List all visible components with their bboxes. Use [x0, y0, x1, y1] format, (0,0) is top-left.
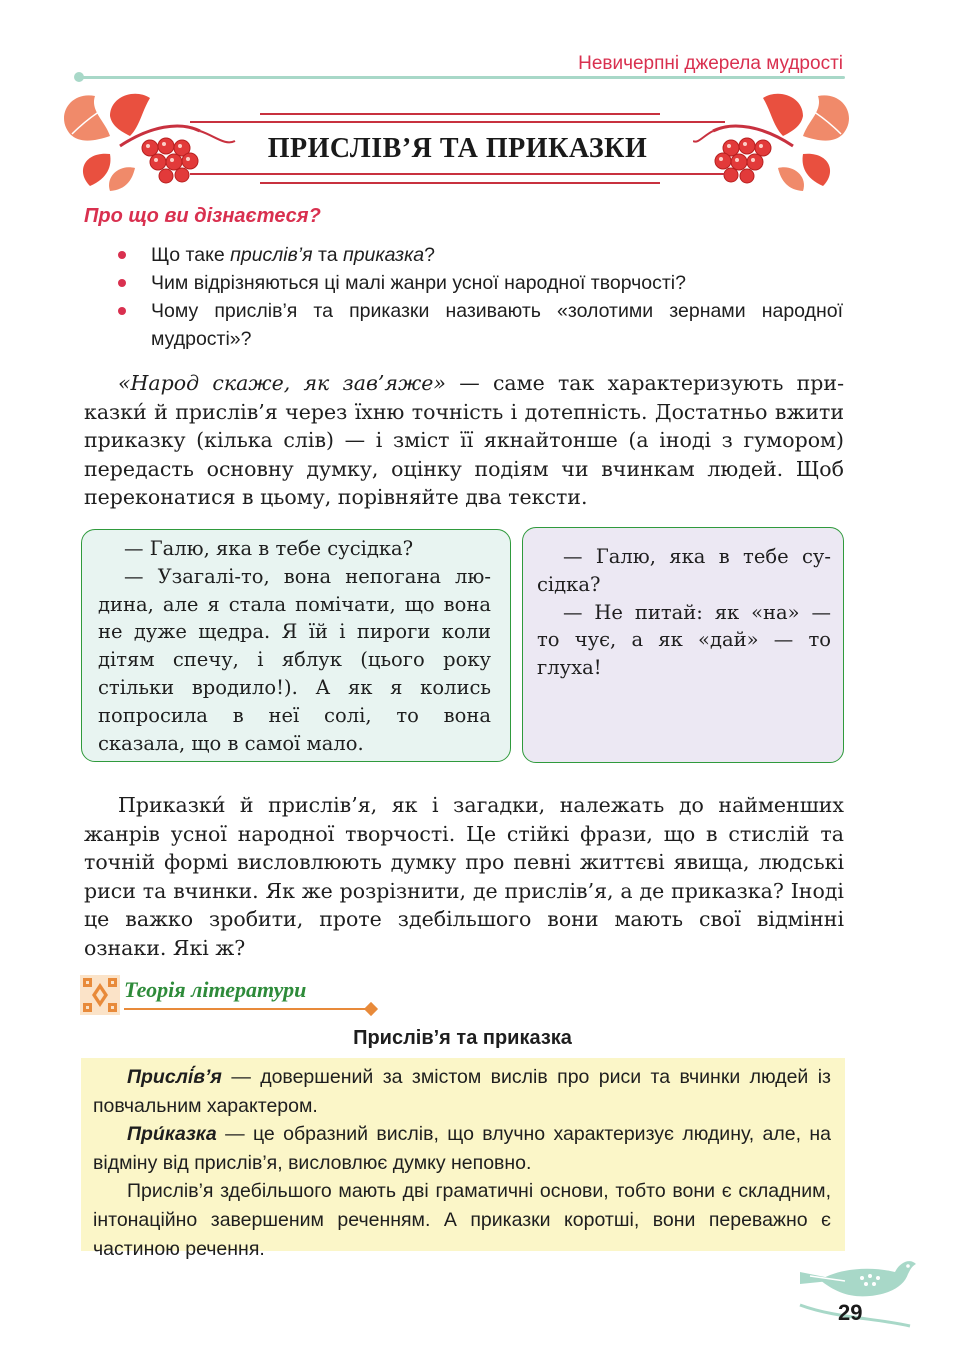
- theory-label: Теорія літератури: [124, 977, 307, 1002]
- theory-underline: [124, 1008, 372, 1010]
- genres-text: Приказки́ й прислів’я, як і загадки, належать до найменших жанрів усної народної творчості. Це стійкі фрази, що в стислій та точній формі висловлюють думку про певні життєві явища, людські риси та вчинки. Як же розрізнити, де прислів’я, а де приказка? Іноді це важко зробити, проте здебільшого вони мають свої відмінні ознаки. Які ж?: [84, 793, 844, 960]
- term-proverb: Прислі́в’я: [127, 1066, 222, 1088]
- definition-text: — довершений за змістом вислів про риси та вчинки людей із повчальним характером.: [93, 1066, 831, 1117]
- question-text: ?: [424, 244, 435, 266]
- question-text: Чому прислів’я та приказки називають «золотими зернами народної мудрості»?: [151, 300, 843, 350]
- dialog-line: — Галю, яка в тебе сусідка?: [124, 537, 414, 560]
- intro-paragraph: [84, 369, 844, 512]
- header-rule: [78, 76, 845, 79]
- running-title: Невичерпні джерела мудрості: [578, 53, 843, 74]
- question-item: [118, 297, 843, 353]
- question-term: прислів’я: [230, 244, 313, 266]
- definition-proverb: [93, 1063, 831, 1120]
- dialog-line: — Узагалі-то, вона непогана людина, але я стала помічати, що вона не дуже щедра. Я їй і пироги коли дітям спечу, і яблук (цього року стільки вродило!). А як я колись попросила в неї солі, то вона сказала, що в самої мало.: [98, 564, 491, 755]
- title-rule-top-2: [190, 121, 725, 123]
- theory-subheading: Прислів’я та приказка: [353, 1027, 572, 1049]
- question-text: та: [312, 244, 343, 266]
- title-rule-bottom: [190, 173, 725, 175]
- dialog-line: — Галю, яка в тебе сусідка?: [537, 545, 831, 596]
- theory-diamond-icon: [364, 1002, 378, 1016]
- questions-heading: Про що ви дізнаєтеся?: [84, 205, 321, 227]
- definition-note: Прислів’я здебільшого мають дві граматичні основи, тобто вони є складним, інтонаційно завершеним реченням. А приказки коротші, вони переважно є частиною речення.: [93, 1180, 831, 1260]
- bullet-dot-icon: [118, 307, 126, 315]
- term-saying: При́казка: [127, 1123, 217, 1146]
- questions-list: [118, 241, 843, 353]
- page-number: 29: [838, 1300, 863, 1325]
- title-rule-top: [260, 113, 660, 115]
- question-item: [118, 269, 843, 297]
- intro-text: — саме так характеризують приказки́ й прислів’я через їхню точність і дотепність. Достатньо вжити приказку (кілька слів) — і зміст її якнайтонше (а іноді з гумором) передасть основну думку, оцінку подіям чи вчинкам людей. Щоб переконатися в цьому, порівняйте два тексти.: [84, 371, 845, 510]
- bullet-dot-icon: [118, 251, 126, 259]
- definition-saying: [93, 1120, 831, 1177]
- question-term: приказка: [342, 244, 425, 266]
- genres-paragraph: [84, 791, 844, 963]
- title-rule-bottom-2: [260, 182, 660, 184]
- dialog-line: — Не питай: як «на» — то чує, а як «дай» — то глуха!: [537, 600, 831, 680]
- question-item: [118, 241, 843, 269]
- question-text: Що таке: [151, 244, 231, 266]
- dialog-box-long: [81, 529, 511, 762]
- theory-ornament-icon: [80, 975, 120, 1015]
- definition-box: [81, 1058, 845, 1260]
- definition-text: — це образний вислів, що влучно характеризує людину, але, на відміну від прислів’я, висловлює думку неповно.: [93, 1123, 831, 1174]
- intro-quote: «Народ скаже, як зав’яже»: [118, 371, 446, 395]
- section-title-band: [190, 113, 725, 185]
- section-title: ПРИСЛІВ’Я ТА ПРИКАЗКИ: [267, 133, 648, 164]
- bullet-dot-icon: [118, 279, 126, 287]
- question-text: Чим відрізняються ці малі жанри усної народної творчості?: [151, 272, 686, 294]
- dialog-box-short: [522, 527, 844, 763]
